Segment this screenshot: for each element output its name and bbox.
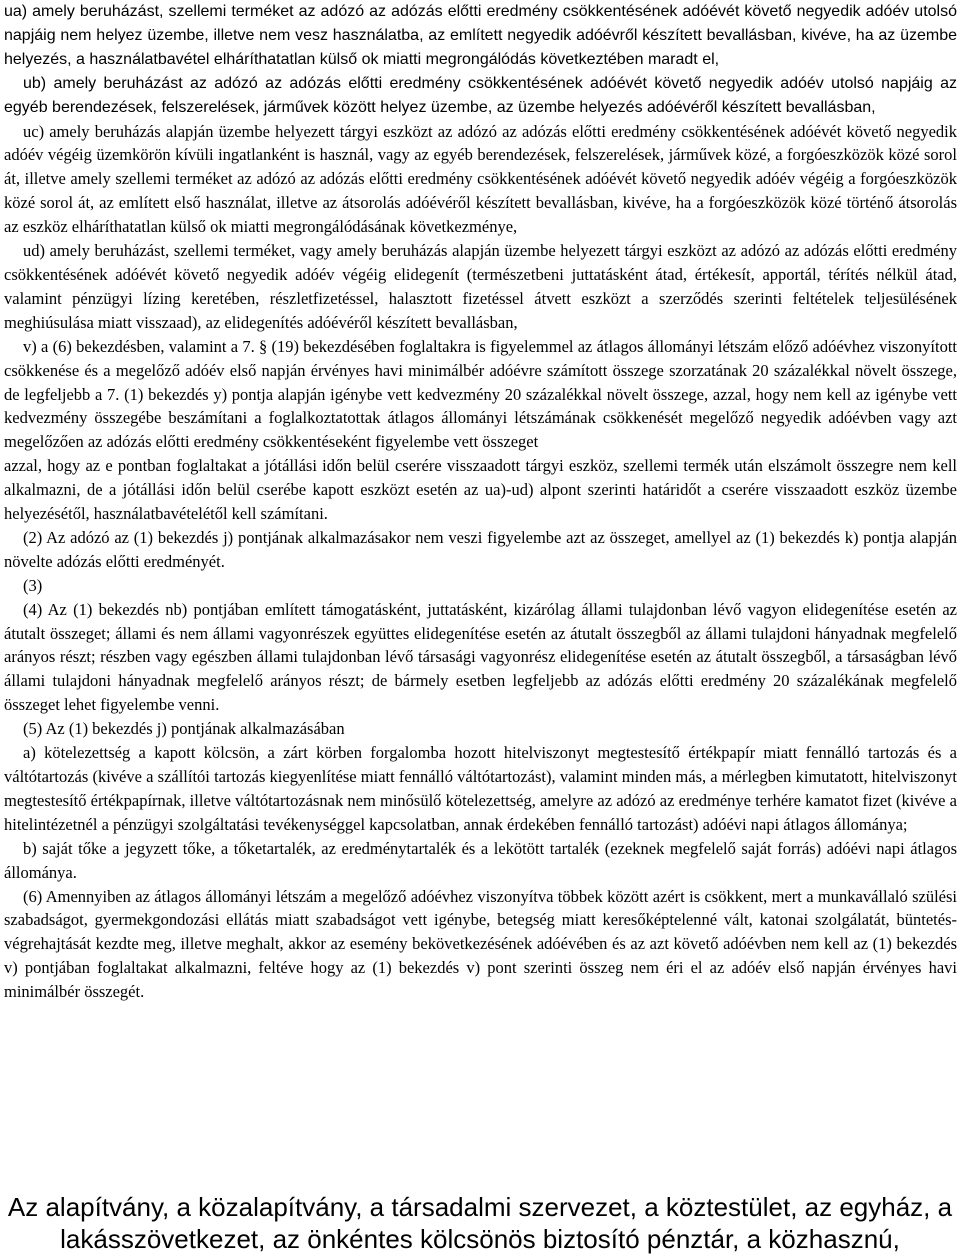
paragraph-5a: a) kötelezettség a kapott kölcsön, a zárt körben forgalomba hozott hitelviszonyt megtestesítő értékpapír miatt fennálló tartozás és a váltótartozás (kivéve a szállítói tartozás kiegyenlítése miatt fennálló váltótartozást), valamint minden más, a mérlegben kimutatott, hitelviszonyt megtestesítő értékpapírnak, illetve váltótartozásnak nem minősülő kötelezettség, amelyre az adózó az eredménye terhére kamatot fizet (kivéve a hitelintézetnél a pénzügyi szolgáltatási tevékenységgel kapcsolatban, annak érdekében fennálló tartozást) adóévi napi átlagos állománya; bbox=[4, 743, 957, 834]
paragraph-azzal: azzal, hogy az e pontban foglaltakat a jótállási időn belül cserére visszaadott tárgyi eszköz, szellemi termék után elszámolt összegre nem kell alkalmazni, de a jótállási időn belül cserébe kapott eszközt esetén az ua)-ud) alpont szerinti határidőt a cserére visszaadott eszköz üzembe helyezésétől, használatbavételétől kell számítani. bbox=[4, 456, 957, 524]
paragraph-uc: uc) amely beruházás alapján üzembe helyezett tárgyi eszközt az adózó az adózás előtti eredmény csökkentésének adóévét követő negyedik adóév végéig üzemkörön kívüli ingatlanként is használ, vagy az egyéb berendezések, felszerelések, járművek közé, a forgóeszközök közé sorol át, illetve amely szellemi terméket az adózó az adózás előtti eredmény csökkentésének adóévét követő negyedik adóév végéig a forgóeszközök közé sorol át, az említett első használat, illetve az átsorolás adóévéről készített bevallásban, kivéve, ha a forgóeszközök közé történő átsorolás az eszköz elháríthatatlan külső ok miatti megrongálódásának következménye, bbox=[4, 121, 957, 237]
paragraph-ua: ua) amely beruházást, szellemi terméket az adózó az adózás előtti eredmény csökkentésének adóévét követő negyedik adóév utolsó napjáig nem helyez üzembe, illetve nem vesz használatba, az említett negyedik adóévről készített bevallásban, kivéve, ha az üzembe helyezés, a használatbavétel elháríthatatlan külső ok miatti megrongálódás következtében maradt el, bbox=[4, 3, 957, 68]
footer-heading bbox=[0, 1191, 960, 1255]
paragraph-5b: b) saját tőke a jegyzett tőke, a tőketartalék, az eredménytartalék és a lekötött tartalék (ezeknek megfelelő saját forrás) adóévi napi átlagos állománya. bbox=[4, 838, 957, 882]
paragraph-ub: ub) amely beruházást az adózó az adózás előtti eredmény csökkentésének adóévét követő negyedik adóév utolsó napjáig az egyéb berendezések, felszerelések, járművek között helyez üzembe, az üzembe helyezés adóévéről készített bevallásban, bbox=[4, 74, 957, 116]
paragraph-4: (4) Az (1) bekezdés nb) pontjában említett támogatásként, juttatásként, kizárólag állami tulajdonban lévő vagyon elidegenítése esetén az átutalt összeget; állami és nem állami vagyonrészek együttes elidegenítése esetén az átutalt összegből az állami tulajdoni hányadnak megfelelő arányos részt; részben vagy egészben állami tulajdonban lévő társasági vagyonrész elidegenítése esetén az átutalt összegből, a társaságban lévő állami tulajdoni hányadnak megfelelő arányos részt; de bármely esetben legfeljebb az adózás előtti eredmény 20 százalékának megfelelő összeget lehet figyelembe venni. bbox=[4, 599, 957, 715]
paragraph-5: (5) Az (1) bekezdés j) pontjának alkalmazásában bbox=[23, 719, 345, 739]
paragraph-2: (2) Az adózó az (1) bekezdés j) pontjának alkalmazásakor nem veszi figyelembe azt az összeget, amellyel az (1) bekezdés k) pontja alapján növelte adózás előtti eredményét. bbox=[4, 527, 957, 571]
document-body bbox=[4, 0, 957, 1004]
paragraph-v: v) a (6) bekezdésben, valamint a 7. § (19) bekezdésében foglaltakra is figyelemmel az átlagos állományi létszám előző adóévhez viszonyított csökkenése és a megelőző adóév első napján érvényes havi minimálbér adóévre számított összege szorzatának 20 százalékkal növelt összege, de legfeljebb a 7. (1) bekezdés y) pontja alapján igénybe vett kedvezmény 20 százalékkal növelt összege, azzal, hogy nem kell az igénybe vett kedvezmény összegébe beszámítani a foglalkoztatottak átlagos állományi létszámának csökkenését megelőző negyedik adóévben vagy azt megelőzően az adózás előtti eredmény csökkentéseként figyelembe vett összeget bbox=[4, 336, 957, 452]
footer-line-1: Az alapítvány, a közalapítvány, a társadalmi szervezet, a köztestület, az egyház, a bbox=[7, 1192, 953, 1222]
paragraph-6: (6) Amennyiben az átlagos állományi létszám a megelőző adóévhez viszonyítva többek között azért is csökkent, mert a munkavállaló szülési szabadságot, gyermekgondozási ellátás miatt szabadságot vett igénybe, betegség miatt keresőképtelenné vált, katonai szolgálatát, büntetés-végrehajtását kezdte meg, illetve meghalt, akkor az esemény bekövetkezésének adóévében és az azt követő adóévben nem kell az (1) bekezdés v) pontjában foglaltakat alkalmazni, feltéve hogy az (1) bekezdés v) pont szerinti összeg nem éri el az adóév első napján érvényes havi minimálbér összegét. bbox=[4, 886, 957, 1002]
footer-line-2: lakásszövetkezet, az önkéntes kölcsönös biztosító pénztár, a közhasznú, bbox=[60, 1224, 900, 1254]
paragraph-3: (3) bbox=[23, 575, 43, 595]
paragraph-ud: ud) amely beruházást, szellemi terméket, vagy amely beruházás alapján üzembe helyezett tárgyi eszközt az adózó az adózás előtti eredmény csökkentésének adóévét követő negyedik adóév végéig elidegenít (természetbeni juttatásként átad, értékesít, apportál, térítés nélkül átad, valamint pénzügyi lízing keretében, részletfizetéssel, halasztott fizetéssel átvett eszközt a szerződés szerinti feltételek teljesülésének meghiúsulása miatt visszaad), az elidegenítés adóévéről készített bevallásban, bbox=[4, 241, 957, 332]
